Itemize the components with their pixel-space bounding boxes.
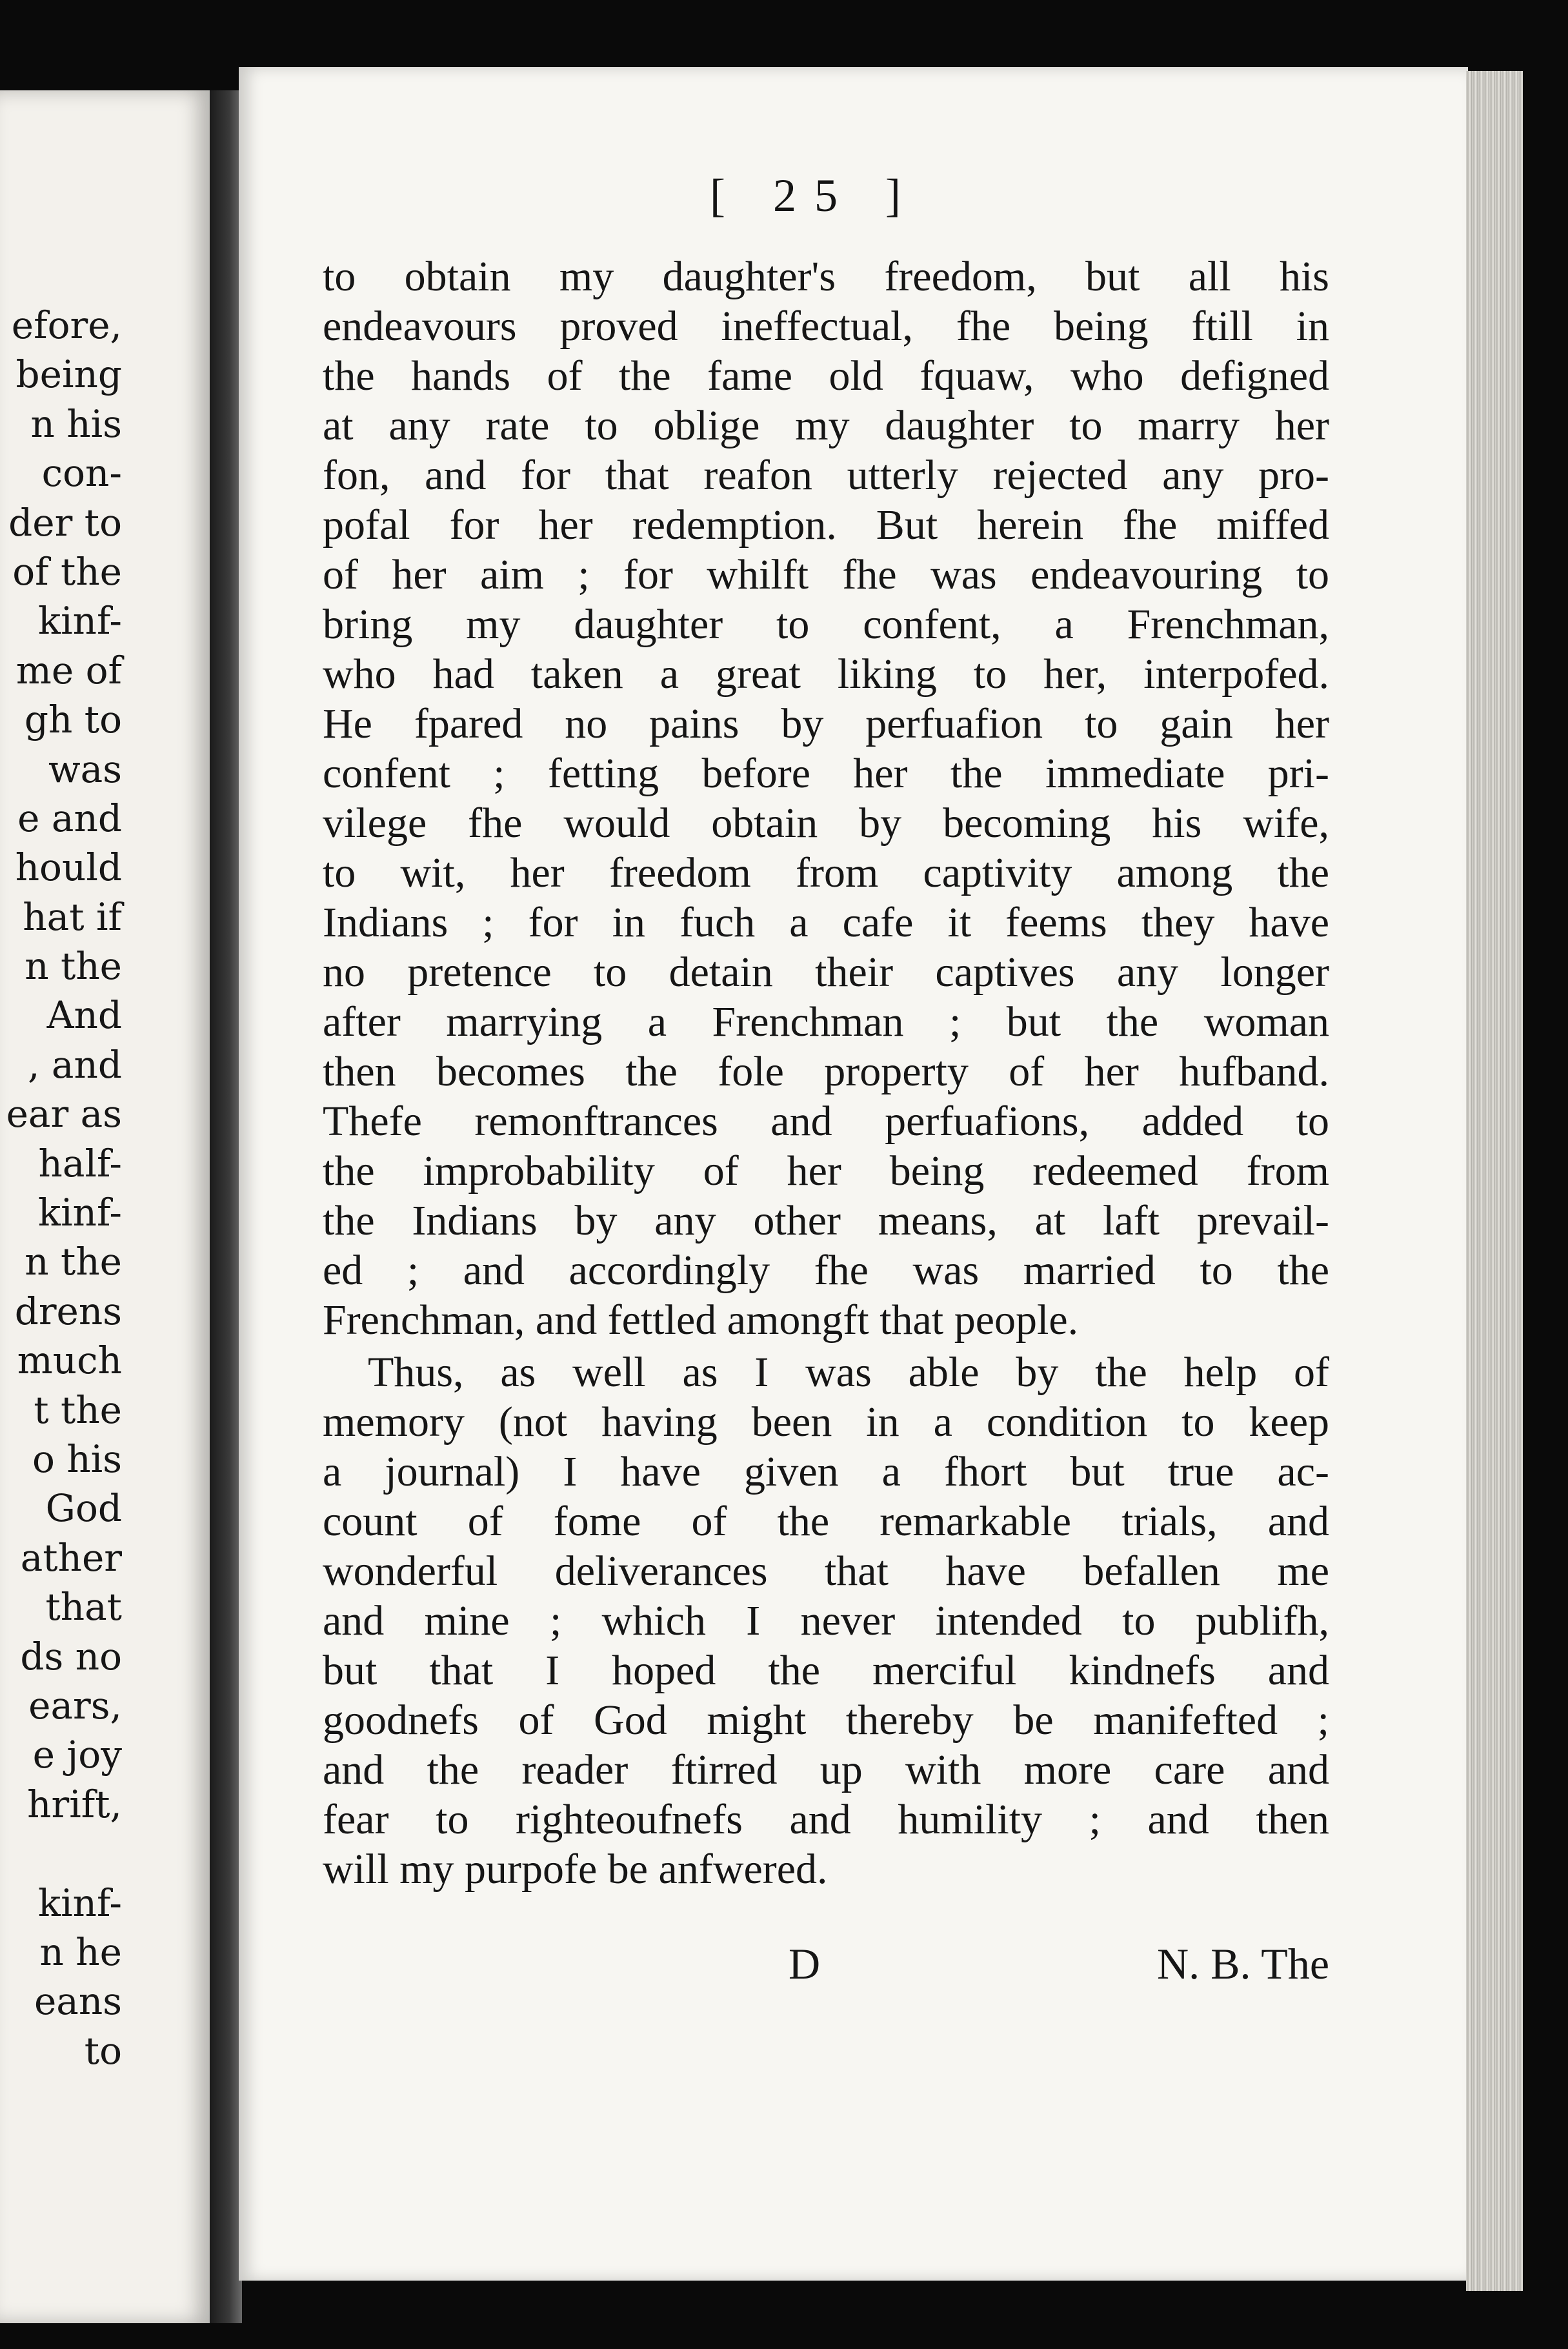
left-line: n the bbox=[25, 944, 122, 989]
left-line: , and bbox=[28, 1042, 122, 1087]
left-line: that bbox=[45, 1585, 122, 1629]
signature-mark: D bbox=[789, 1939, 821, 1988]
left-line: hat if bbox=[23, 894, 122, 939]
left-line: n he bbox=[39, 1930, 122, 1974]
left-line: kinf- bbox=[37, 599, 122, 643]
left-line: much bbox=[17, 1338, 122, 1383]
text-line: of her aim ; for whilft fhe was endeavouring to bbox=[323, 551, 1329, 598]
left-line: hrift, bbox=[27, 1782, 122, 1826]
text-line: fon, and for that reafon utterly rejected any pro- bbox=[323, 452, 1329, 499]
left-line: of the bbox=[12, 549, 122, 594]
left-line: con- bbox=[41, 451, 122, 496]
left-line: ather bbox=[20, 1535, 122, 1580]
text-line: who had taken a great liking to her, interpofed. bbox=[323, 650, 1329, 698]
left-line: kinf- bbox=[37, 1191, 122, 1235]
text-line: ed ; and accordingly fhe was married to the bbox=[323, 1247, 1329, 1294]
text-line: pofal for her redemption. But herein fhe miffed bbox=[323, 501, 1329, 549]
text-line: wonderful deliverances that have befallen me bbox=[323, 1548, 1329, 1595]
page-number: [ 25 ] bbox=[710, 170, 919, 221]
left-line: And bbox=[46, 993, 122, 1038]
left-line: was bbox=[48, 747, 122, 791]
book-gutter bbox=[210, 90, 242, 2323]
text-line: bring my daughter to confent, a Frenchman, bbox=[323, 601, 1329, 648]
left-line: to bbox=[84, 2028, 122, 2073]
left-line: der to bbox=[8, 500, 122, 545]
text-line: to obtain my daughter's freedom, but all his bbox=[323, 253, 1329, 300]
left-line-gap bbox=[0, 1829, 122, 1878]
left-line: God bbox=[45, 1486, 122, 1531]
left-line: efore, bbox=[11, 303, 122, 347]
left-line: t the bbox=[34, 1387, 122, 1432]
text-line: fear to righteoufnefs and humility ; and then bbox=[323, 1796, 1329, 1843]
left-line: o his bbox=[32, 1437, 122, 1481]
text-line: Frenchman, and fettled amongft that people. bbox=[323, 1296, 1079, 1344]
text-line: Thefe remonftrances and perfuafions, added to bbox=[323, 1098, 1329, 1145]
left-line: kinf- bbox=[37, 1880, 122, 1925]
text-line: but that I hoped the merciful kindnefs and bbox=[323, 1647, 1329, 1694]
text-line: and the reader ftirred up with more care and bbox=[323, 1746, 1329, 1793]
text-line: Thus, as well as I was able by the help of bbox=[368, 1349, 1329, 1396]
left-line: e joy bbox=[32, 1733, 122, 1777]
text-line: endeavours proved ineffectual, fhe being ftill in bbox=[323, 303, 1329, 350]
left-line: me of bbox=[15, 648, 122, 692]
text-line: after marrying a Frenchman ; but the woman bbox=[323, 998, 1329, 1045]
text-line: to wit, her freedom from captivity among the bbox=[323, 849, 1329, 896]
left-line: n the bbox=[25, 1240, 122, 1284]
text-line: no pretence to detain their captives any longer bbox=[323, 949, 1329, 996]
text-line: the Indians by any other means, at laft prevail- bbox=[323, 1197, 1329, 1244]
text-line: the improbability of her being redeemed from bbox=[323, 1147, 1329, 1195]
text-line: and mine ; which I never intended to publifh, bbox=[323, 1597, 1329, 1644]
text-line: will my purpofe be anfwered. bbox=[323, 1846, 828, 1893]
text-line: Indians ; for in fuch a cafe it feems they have bbox=[323, 899, 1329, 946]
left-page-text bbox=[0, 301, 122, 2075]
text-line: He fpared no pains by perfuafion to gain her bbox=[323, 700, 1329, 747]
left-page bbox=[0, 90, 210, 2323]
text-line: vilege fhe would obtain by becoming his wife, bbox=[323, 800, 1329, 847]
left-line: ds no bbox=[20, 1634, 122, 1679]
left-line: drens bbox=[14, 1289, 122, 1333]
text-line: the hands of the fame old fquaw, who defigned bbox=[323, 352, 1329, 399]
text-line: then becomes the fole property of her hufband. bbox=[323, 1048, 1329, 1095]
left-line: e and bbox=[17, 796, 122, 840]
left-line: being bbox=[15, 352, 122, 397]
body-text bbox=[323, 252, 1329, 1894]
page-edges bbox=[1466, 71, 1523, 2291]
left-line: ear as bbox=[6, 1092, 122, 1136]
text-line: at any rate to oblige my daughter to marry her bbox=[323, 402, 1329, 449]
text-line: confent ; fetting before her the immediate pri- bbox=[323, 750, 1329, 797]
left-line: hould bbox=[15, 845, 122, 890]
left-line: n his bbox=[30, 401, 122, 446]
left-line: ears, bbox=[28, 1683, 122, 1728]
text-line: count of fome of the remarkable trials, and bbox=[323, 1498, 1329, 1545]
left-line: eans bbox=[34, 1979, 122, 2024]
text-line: goodnefs of God might thereby be manifefted ; bbox=[323, 1697, 1329, 1744]
catchword: N. B. The bbox=[1157, 1939, 1329, 1988]
left-line: half- bbox=[38, 1141, 122, 1185]
left-line: gh to bbox=[24, 698, 122, 742]
text-line: memory (not having been in a condition to keep bbox=[323, 1398, 1329, 1446]
text-line: a journal) I have given a fhort but true ac- bbox=[323, 1448, 1329, 1495]
